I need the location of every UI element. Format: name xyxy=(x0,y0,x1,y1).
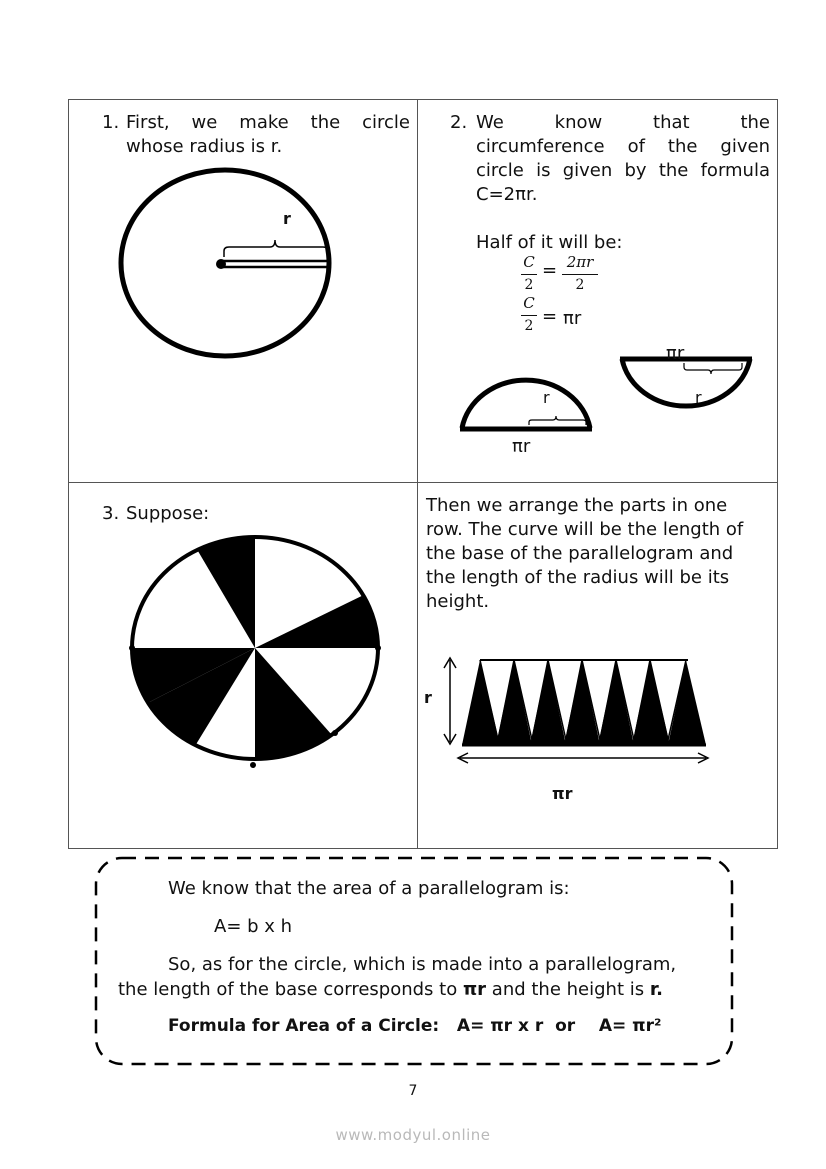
summary-line-3: So, as for the circle, which is made into a parallelogram, xyxy=(168,954,677,975)
half-circle-up-figure xyxy=(455,360,600,440)
arrange-line-5: height. xyxy=(426,591,490,612)
area-formula: Formula for Area of a Circle: A= πr x r or A= πr² xyxy=(168,1016,662,1036)
eq1-right-fraction-bar xyxy=(562,274,598,275)
half-circle-down-figure xyxy=(615,350,760,425)
parallelogram-base-label: πr xyxy=(552,784,573,803)
summary-line-2: A= b x h xyxy=(214,916,293,937)
eq1-numerator: C xyxy=(523,253,535,271)
eq2-fraction-bar xyxy=(521,315,537,316)
summary-line-4-pir: πr xyxy=(462,979,487,1000)
half-circle-down-r-label: r xyxy=(695,388,702,407)
page-number: 7 xyxy=(408,1083,418,1099)
step-3-number: 3. xyxy=(102,503,120,524)
circle-with-radius-figure xyxy=(120,160,340,360)
half-circle-up-pir-label: πr xyxy=(512,436,531,457)
table-row-divider xyxy=(68,482,778,483)
step-2-number: 2. xyxy=(450,112,468,133)
arrange-line-2: row. The curve will be the length of xyxy=(426,519,744,540)
eq1-right-denominator: 2 xyxy=(575,277,585,293)
eq1-right-numerator: 2πr xyxy=(566,253,594,271)
step-2-line-1: We know that the xyxy=(476,112,770,133)
arrange-line-1: Then we arrange the parts in one xyxy=(426,495,728,516)
arrange-line-4: the length of the radius will be its xyxy=(426,567,730,588)
eq1-equals: = xyxy=(542,260,558,281)
step-3-label: Suppose: xyxy=(126,503,210,524)
summary-line-4 xyxy=(118,978,663,1002)
arrange-line-3: the base of the parallelogram and xyxy=(426,543,734,564)
eq2-equals: = xyxy=(542,306,558,327)
parallelogram-figure xyxy=(438,650,718,770)
half-circle-down-pir-label: πr xyxy=(666,343,685,364)
parallelogram-height-label: r xyxy=(424,688,432,707)
half-circle-down-arc xyxy=(622,359,750,406)
eq2-denominator: 2 xyxy=(524,318,534,334)
summary-line-4-a: the length of the base corresponds to xyxy=(118,979,463,1000)
summary-line-4-r: r. xyxy=(649,979,663,1000)
sectored-circle-figure xyxy=(125,535,390,770)
step-2-line-3: circle is given by the formula xyxy=(476,160,770,181)
step-2-line-4: C=2πr. xyxy=(476,184,538,205)
eq2-numerator: C xyxy=(523,294,535,312)
step-1-line-1: First, we make the circle xyxy=(126,112,410,133)
radius-label: r xyxy=(283,209,291,228)
watermark: www.modyul.online xyxy=(335,1126,491,1144)
step-2-line-2: circumference of the given xyxy=(476,136,770,157)
half-label: Half of it will be: xyxy=(476,232,623,253)
half-circle-up-r-label: r xyxy=(543,388,550,407)
step-1-number: 1. xyxy=(102,112,120,133)
radius-brace xyxy=(224,240,328,257)
table-column-divider xyxy=(417,99,418,849)
half-circle-up-arc xyxy=(462,380,590,428)
eq1-fraction-bar xyxy=(521,274,537,275)
half-circle-up-brace xyxy=(529,416,586,425)
eq1-denominator: 2 xyxy=(524,277,534,293)
half-circle-down-brace xyxy=(684,363,742,374)
summary-line-1: We know that the area of a parallelogram is: xyxy=(168,878,570,899)
radius-bar xyxy=(221,261,329,267)
summary-line-4-c: and the height is xyxy=(486,979,650,1000)
step-1-line-2: whose radius is r. xyxy=(126,136,283,157)
eq2-right: πr xyxy=(563,308,582,329)
